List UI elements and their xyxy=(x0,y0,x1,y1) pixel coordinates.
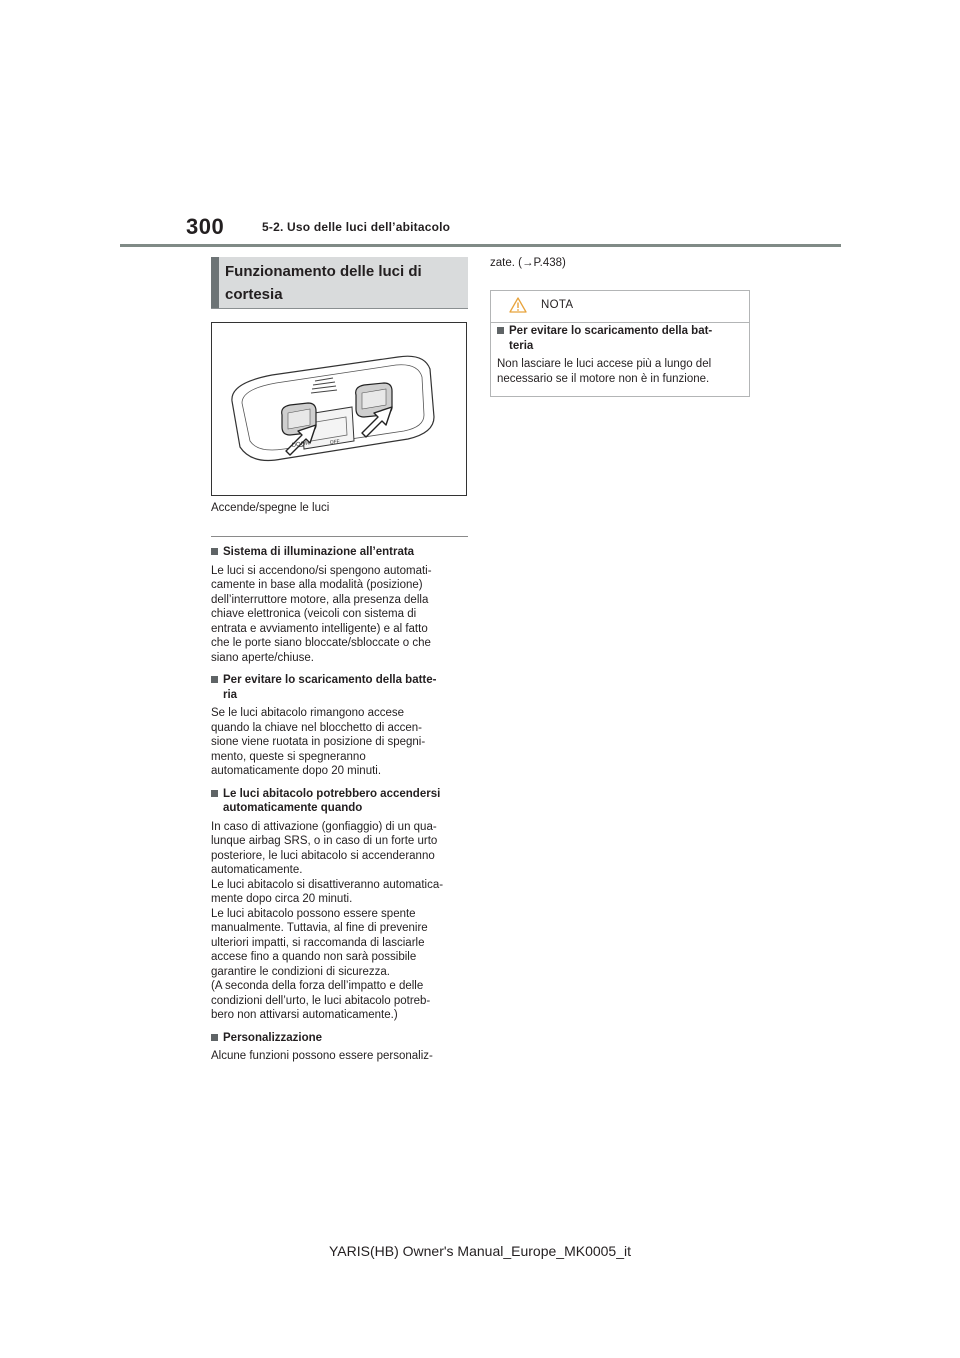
continuation-text: zate. (→P.438) xyxy=(490,257,566,269)
section-body-battery: Se le luci abitacolo rimangono accese quando la chiave nel blocchetto di accen- sione viene ruotata in posizione di spegni- mento, queste si spegneranno automaticamente dopo 20 minuti. xyxy=(211,707,426,777)
nota-label: NOTA xyxy=(541,299,574,311)
caption-divider xyxy=(211,536,468,537)
courtesy-light-illustration xyxy=(211,322,467,496)
section-title-battery xyxy=(211,673,469,702)
footer-manual-id: YARIS(HB) Owner's Manual_Europe_MK0005_it xyxy=(329,1243,631,1259)
section-title-text: Le luci abitacolo potrebbero accendersi automaticamente quando xyxy=(223,787,441,814)
courtesy-light-drawing xyxy=(212,323,466,495)
square-bullet-icon xyxy=(497,327,504,334)
info-sections xyxy=(211,540,469,1072)
heading-accent-bar xyxy=(211,257,219,308)
section-title-text: Per evitare lo scaricamento della batte- ria xyxy=(223,674,437,701)
section-heading-box xyxy=(211,257,468,309)
section-title-text: Personalizzazione xyxy=(223,1031,323,1044)
door-label: DOOR xyxy=(291,440,311,449)
nota-title xyxy=(497,324,747,353)
square-bullet-icon xyxy=(211,790,218,797)
nota-divider xyxy=(491,322,749,323)
square-bullet-icon xyxy=(211,1034,218,1041)
section-title-text: Sistema di illuminazione all’entrata xyxy=(223,546,415,558)
nota-header xyxy=(491,291,749,322)
section-title: 5-2. Uso delle luci dell’abitacolo xyxy=(262,220,451,234)
section-title-auto-on xyxy=(211,787,469,816)
section-body-entry-lighting: Le luci si accendono/si spengono automati- camente in base alla modalità (posizione) dell’interruttore motore, alla presenza della chiave elettronica (veicoli con sistema di entrata e avviamento intelligente) e al fatto che le porte siano bloccate/sbloccate o che siano aperte/chiuse. xyxy=(211,564,432,664)
square-bullet-icon xyxy=(211,548,218,555)
section-title-entry-lighting xyxy=(211,545,469,560)
section-body-customization: Alcune funzioni possono essere personaliz- xyxy=(211,1050,433,1062)
section-heading: Funzionamento delle luci di cortesia xyxy=(225,263,422,303)
header-rule xyxy=(120,244,841,247)
nota-box xyxy=(490,290,750,397)
off-label: OFF xyxy=(329,438,341,446)
nota-body xyxy=(497,324,747,394)
section-body-auto-on: In caso di attivazione (gonfiaggio) di un qua- lunque airbag SRS, o in caso di un forte urto posteriore, le luci abitacolo si accenderanno automaticamente. Le luci abitacolo si disattiveranno automatica- mente dopo circa 20 minuti. Le luci abitacolo possono essere spente manualmente. Tuttavia, al fine di prevenire ulteriori impatti, si raccomanda di lasciarle accese fino a quando non sarà possibile garantire le condizioni di sicurezza. (A seconda della forza dell’impatto e delle condizioni dell’urto, le luci abitacolo potreb- bero non attivarsi automaticamente.) xyxy=(211,820,444,1021)
nota-text: Non lasciare le luci accese più a lungo del necessario se il motore non è in funzione. xyxy=(497,358,712,385)
section-title-customization xyxy=(211,1031,469,1046)
page-number: 300 xyxy=(186,214,225,239)
warning-triangle-icon xyxy=(509,297,527,313)
figure-caption: Accende/spegne le luci xyxy=(211,502,330,514)
nota-title-text: Per evitare lo scaricamento della bat- teria xyxy=(509,325,713,352)
square-bullet-icon xyxy=(211,676,218,683)
